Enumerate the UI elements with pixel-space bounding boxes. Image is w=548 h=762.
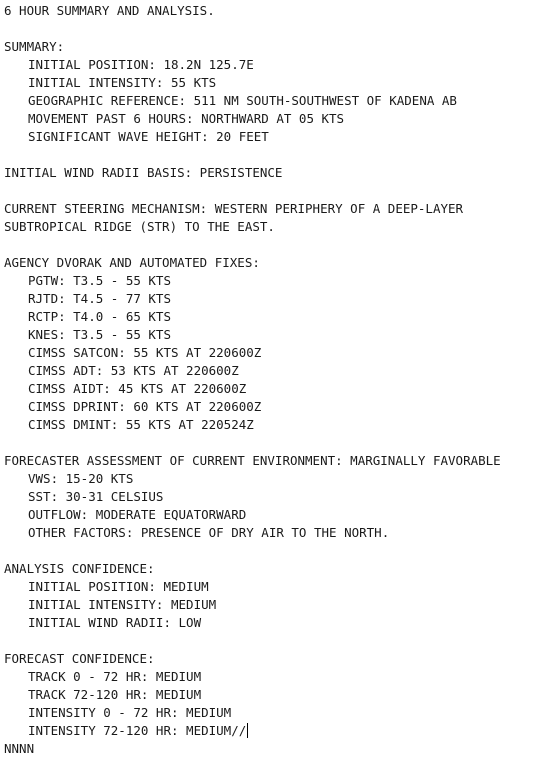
text-line <box>0 596 548 614</box>
text-line <box>0 56 548 74</box>
text-line <box>0 110 548 128</box>
text-line <box>0 416 548 434</box>
text-line <box>0 560 548 578</box>
line-text: NNNN <box>4 741 35 756</box>
text-line <box>0 398 548 416</box>
line-text: PGTW: T3.5 - 55 KTS <box>28 273 171 288</box>
text-line <box>0 380 548 398</box>
line-text: RCTP: T4.0 - 65 KTS <box>28 309 171 324</box>
text-line <box>0 650 548 668</box>
line-text: INTENSITY 72-120 HR: MEDIUM// <box>28 723 247 738</box>
text-line <box>0 74 548 92</box>
blank-line <box>0 542 548 560</box>
text-line <box>0 506 548 524</box>
line-text: CURRENT STEERING MECHANISM: WESTERN PERIPHERY OF A DEEP-LAYER <box>4 201 464 216</box>
text-line <box>0 218 548 236</box>
line-text: OUTFLOW: MODERATE EQUATORWARD <box>28 507 247 522</box>
text-line <box>0 686 548 704</box>
text-line <box>0 740 548 758</box>
line-text: INITIAL WIND RADII BASIS: PERSISTENCE <box>4 165 283 180</box>
line-text: GEOGRAPHIC REFERENCE: 511 NM SOUTH-SOUTHWEST OF KADENA AB <box>28 93 457 108</box>
text-line <box>0 2 548 20</box>
line-text: FORECASTER ASSESSMENT OF CURRENT ENVIRONMENT: MARGINALLY FAVORABLE <box>4 453 501 468</box>
text-line <box>0 578 548 596</box>
line-text: OTHER FACTORS: PRESENCE OF DRY AIR TO THE NORTH. <box>28 525 390 540</box>
blank-line <box>0 20 548 38</box>
blank-line <box>0 632 548 650</box>
line-text: INITIAL POSITION: MEDIUM <box>28 579 209 594</box>
text-line <box>0 128 548 146</box>
blank-line <box>0 146 548 164</box>
line-text: CIMSS SATCON: 55 KTS AT 220600Z <box>28 345 262 360</box>
text-line <box>0 272 548 290</box>
line-text: TRACK 72-120 HR: MEDIUM <box>28 687 202 702</box>
text-line <box>0 38 548 56</box>
text-line <box>0 704 548 722</box>
line-text: CIMSS DMINT: 55 KTS AT 220524Z <box>28 417 254 432</box>
text-line <box>0 290 548 308</box>
line-text: TRACK 0 - 72 HR: MEDIUM <box>28 669 202 684</box>
text-line <box>0 362 548 380</box>
line-text: SUBTROPICAL RIDGE (STR) TO THE EAST. <box>4 219 275 234</box>
text-line <box>0 668 548 686</box>
blank-line <box>0 434 548 452</box>
text-line <box>0 308 548 326</box>
line-text: INITIAL POSITION: 18.2N 125.7E <box>28 57 254 72</box>
text-line <box>0 92 548 110</box>
text-line <box>0 722 548 740</box>
text-line <box>0 488 548 506</box>
line-text: CIMSS DPRINT: 60 KTS AT 220600Z <box>28 399 262 414</box>
blank-line <box>0 236 548 254</box>
line-text: INITIAL WIND RADII: LOW <box>28 615 202 630</box>
line-text: 6 HOUR SUMMARY AND ANALYSIS. <box>4 3 215 18</box>
text-cursor <box>247 723 248 738</box>
line-text: CIMSS AIDT: 45 KTS AT 220600Z <box>28 381 247 396</box>
line-text: RJTD: T4.5 - 77 KTS <box>28 291 171 306</box>
text-line <box>0 344 548 362</box>
line-text: FORECAST CONFIDENCE: <box>4 651 155 666</box>
text-line <box>0 614 548 632</box>
text-line <box>0 470 548 488</box>
text-line <box>0 326 548 344</box>
line-text: SIGNIFICANT WAVE HEIGHT: 20 FEET <box>28 129 269 144</box>
line-text: INTENSITY 0 - 72 HR: MEDIUM <box>28 705 232 720</box>
line-text: SST: 30-31 CELSIUS <box>28 489 164 504</box>
line-text: VWS: 15-20 KTS <box>28 471 134 486</box>
line-text: SUMMARY: <box>4 39 65 54</box>
text-line <box>0 452 548 470</box>
line-text: KNES: T3.5 - 55 KTS <box>28 327 171 342</box>
text-line <box>0 164 548 182</box>
line-text: MOVEMENT PAST 6 HOURS: NORTHWARD AT 05 KTS <box>28 111 345 126</box>
text-line <box>0 254 548 272</box>
line-text: CIMSS ADT: 53 KTS AT 220600Z <box>28 363 239 378</box>
text-line <box>0 524 548 542</box>
text-line <box>0 200 548 218</box>
line-text: AGENCY DVORAK AND AUTOMATED FIXES: <box>4 255 260 270</box>
line-text: INITIAL INTENSITY: MEDIUM <box>28 597 217 612</box>
line-text: INITIAL INTENSITY: 55 KTS <box>28 75 217 90</box>
blank-line <box>0 182 548 200</box>
line-text: ANALYSIS CONFIDENCE: <box>4 561 155 576</box>
